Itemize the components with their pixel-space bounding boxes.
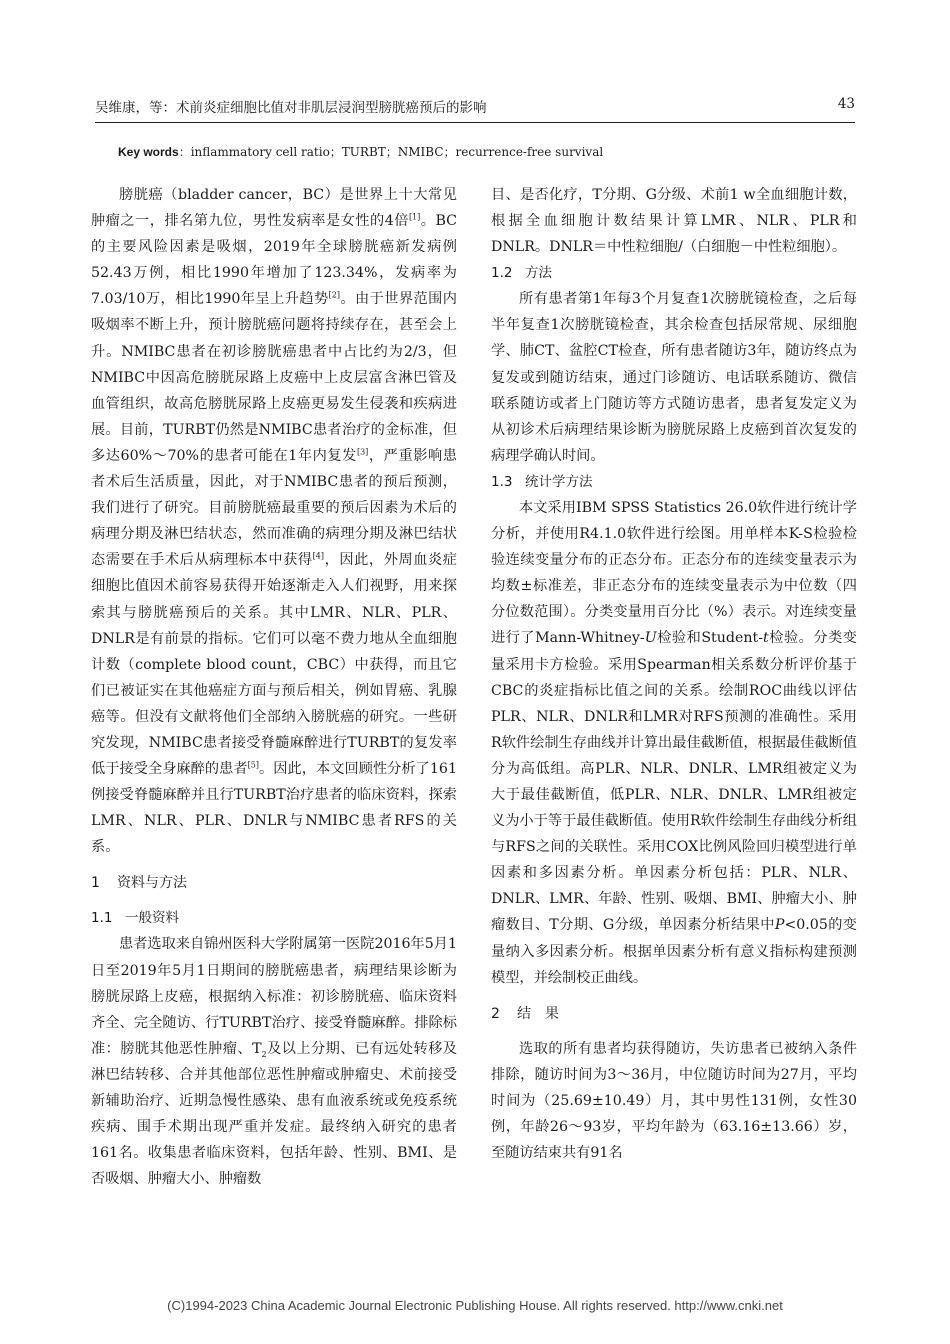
- keywords-text: ：inflammatory cell ratio；TURBT；NMIBC；recurrence-free survival: [178, 145, 604, 159]
- left-column: [91, 182, 457, 1192]
- intro-paragraph: 膀胱癌（bladder cancer，BC）是世界上十大常见肿瘤之一，排名第九位，男性发病率是女性的4倍[1]。BC的主要风险因素是吸烟，2019年全球膀胱癌新发病例52.43万例，相比1990年增加了123.34%，发病率为7.03/10万，相比1990年呈上升趋势[2]。由于世界范围内吸烟率不断上升，预计膀胱癌问题将持续存在，甚至会上升。NMIBC患者在初诊膀胱癌患者中占比约为2/3，但NMIBC中因高危膀胱尿路上皮癌中上皮层富含淋巴管及血管组织，故高危膀胱尿路上皮癌更易发生侵袭和疾病进展。目前，TURBT仍然是NMIBC患者治疗的金标准，但多达60%～70%的患者可能在1年内复发[3]，严重影响患者术后生活质量，因此，对于NMIBC患者的预后预测，我们进行了研究。目前膀胱癌最重要的预后因素为术后的病理分期及淋巴结状态，然而准确的病理分期及淋巴结状态需要在手术后从病理标本中获得[4]，因此，外周血炎症细胞比值因术前容易获得开始逐渐走入人们视野，用来探索其与膀胱癌预后的关系。其中LMR、NLR、PLR、DNLR是有前景的指标。它们可以毫不费力地从全血细胞计数（complete blood count，CBC）中获得，而且它们已被证实在其他癌症方面与预后相关，例如胃癌、乳腺癌等。但没有文献将他们全部纳入膀胱癌的研究。一些研究发现，NMIBC患者接受脊髓麻醉进行TURBT的复发率低于接受全身麻醉的患者[5]。因此，本文回顾性分析了161例接受脊髓麻醉并且行TURBT治疗患者的临床资料，探索LMR、NLR、PLR、DNLR与NMIBC患者RFS的关系。: [91, 187, 458, 856]
- general-data-continued: 目、是否化疗，T分期、G分级、术前1 w全血细胞计数，根据全血细胞计数结果计算LMR、NLR、PLR和DNLR。DNLR＝中性粒细胞/（白细胞－中性粒细胞）。: [491, 187, 857, 256]
- general-data-paragraph: 患者选取来自锦州医科大学附属第一医院2016年5月1日至2019年5月1日期间的膀胱癌患者，病理结果诊断为膀胱尿路上皮癌，根据纳入标准：初诊膀胱癌、临床资料齐全、完全随访、行TURBT治疗、接受脊髓麻醉。排除标准：膀胱其他恶性肿瘤、$T_2$及以上分期、已有远处转移及淋巴结转移、合并其他部位恶性肿瘤或肿瘤史、术前接受新辅助治疗、近期急慢性感染、患有血液系统或免疫系统疾病、围手术期出现严重并发症。最终纳入研究的患者161名。收集患者临床资料，包括年龄、性别、BMI、是否吸烟、肿瘤大小、肿瘤数: [91, 936, 457, 1188]
- page-number: 43: [837, 96, 855, 112]
- citation-3: [3]: [356, 447, 369, 457]
- keywords: [118, 143, 603, 160]
- subsection-1-3-heading: 1.3 统计学方法: [491, 473, 593, 490]
- subsection-1-1-heading: 1.1 一般资料: [91, 910, 179, 927]
- right-column: [491, 182, 857, 1166]
- keywords-label: Key words: [118, 145, 179, 159]
- results-paragraph: 选取的所有患者均获得随访，失访患者已被纳入条件排除，随访时间为3～36月，中位随访时间为27月，平均时间为（25.69±10.49）月，其中男性131例，女性30例，年龄26～93岁，平均年龄为（63.16±13.66）岁，至随访结束共有91名: [491, 1040, 857, 1162]
- statistics-paragraph: 本文采用IBM SPSS Statistics 26.0软件进行统计学分析，并使用R4.1.0软件进行绘图。用单样本K-S检验检验连续变量分布的正态分布。正态分布的连续变量表示为均数±标准差，非正态分布的连续变量表示为中位数（四分位数范围）。分类变量用百分比（%）表示。对连续变量进行了Mann-Whitney-U检验和Student-t检验。分类变量采用卡方检验。采用Spearman相关系数分析评价基于CBC的炎症指标比值之间的关系。绘制ROC曲线以评估PLR、NLR、DNLR和LMR对RFS预测的准确性。采用R软件绘制生存曲线并计算出最佳截断值，根据最佳截断值分为高低组。高PLR、NLR、DNLR、LMR组被定义为大于最佳截断值，低PLR、NLR、DNLR、LMR组被定义为小于等于最佳截断值。使用R软件绘制生存曲线分析组与RFS之间的关联性。采用COX比例风险回归模型进行单因素和多因素分析。单因素分析包括：PLR、NLR、DNLR、LMR、年龄、性别、吸烟、BMI、肿瘤大小、肿瘤数目、T分期、G分级，单因素分析结果中P<0.05的变量纳入多因素分析。根据单因素分析有意义指标构建预测模型，并绘制校正曲线。: [491, 499, 857, 986]
- citation-1: [1]: [408, 212, 421, 222]
- running-title: 吴维康，等：术前炎症细胞比值对非肌层浸润型膀胱癌预后的影响: [95, 100, 487, 116]
- citation-2: [2]: [328, 290, 340, 300]
- section-1-heading: 1 资料与方法: [91, 875, 187, 892]
- header-rule: [95, 122, 855, 123]
- copyright-footer: (C)1994-2023 China Academic Journal Electronic Publishing House. All rights reserved. http://www.cnki.net: [167, 1298, 783, 1313]
- methods-paragraph: 所有患者第1年每3个月复查1次膀胱镜检查，之后每半年复查1次膀胱镜检查，其余检查包括尿常规、尿细胞学、肺CT、盆腔CT检查，所有患者随访3年，随访终点为复发或到随访结束，通过门诊随访、电话联系随访、微信联系随访或者上门随访等方式随访患者，患者复发定义为从初诊术后病理结果诊断为膀胱尿路上皮癌到首次复发的病理学确认时间。: [491, 291, 857, 464]
- citation-4: [4]: [312, 551, 324, 561]
- subsection-1-2-heading: 1.2 方法: [491, 265, 552, 282]
- section-2-heading: 2 结 果: [491, 1005, 559, 1022]
- citation-5: [5]: [247, 760, 259, 770]
